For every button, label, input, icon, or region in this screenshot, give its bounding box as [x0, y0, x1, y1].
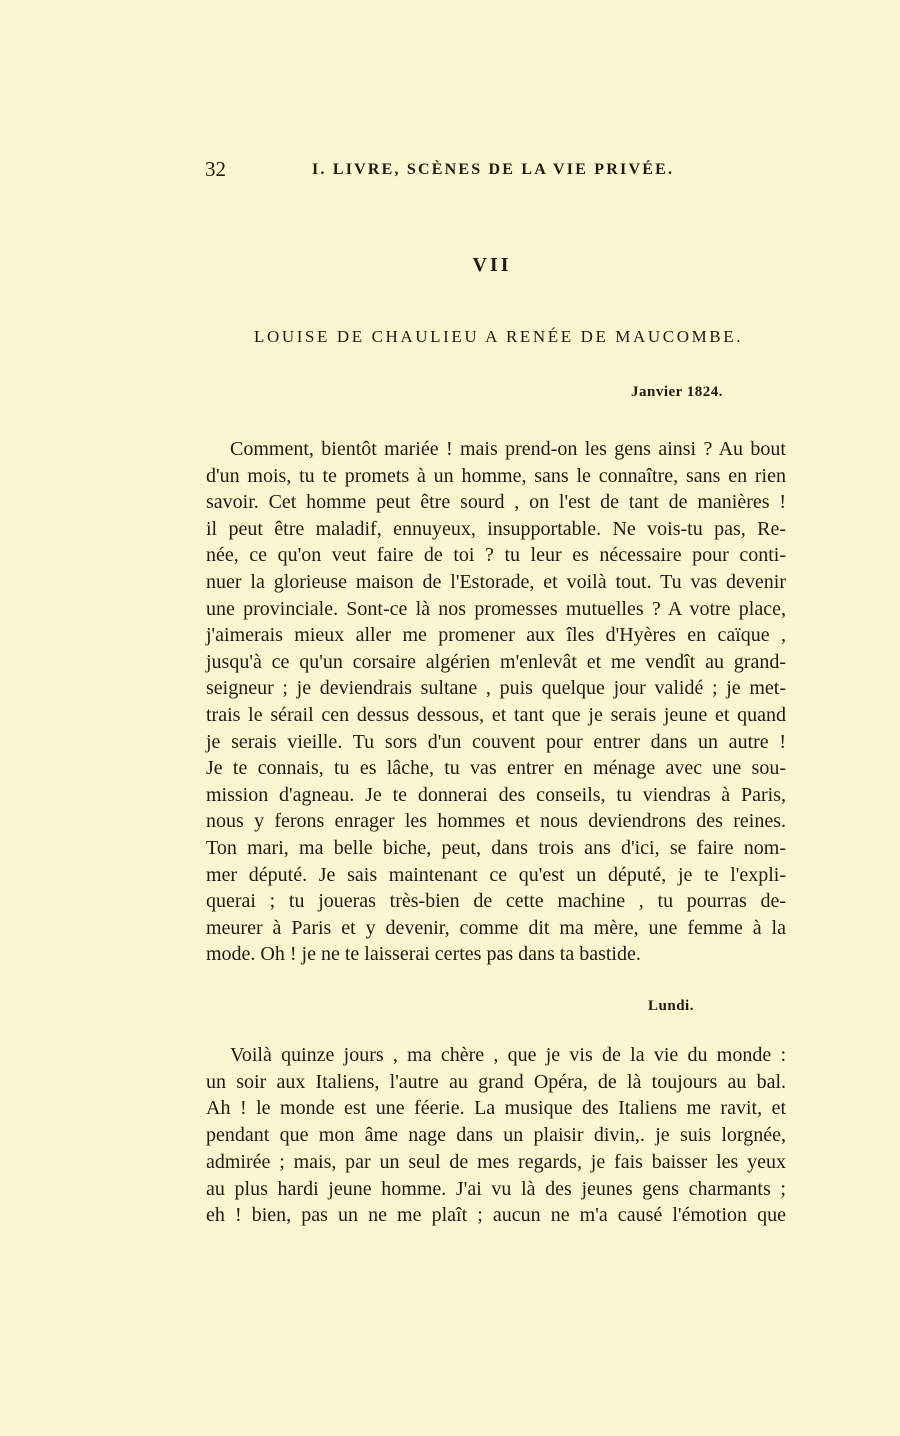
text-line: Ah ! le monde est une féerie. La musique des Italiens me ravit, et: [206, 1097, 786, 1120]
text-line: meurer à Paris et y devenir, comme dit ma mère, une femme à la: [206, 916, 786, 939]
text-line: pendant que mon âme nage dans un plaisir divin,. je suis lorgnée,: [206, 1124, 786, 1147]
text-line: mer député. Je sais maintenant ce qu'est un député, je te l'expli-: [206, 863, 786, 886]
text-line: mode. Oh ! je ne te laisserai certes pas dans ta bastide.: [206, 943, 641, 966]
running-title: I. LIVRE, SCÈNES DE LA VIE PRIVÉE.: [312, 161, 675, 178]
text-line: savoir. Cet homme peut être sourd , on l'est de tant de manières !: [206, 491, 786, 514]
text-line: querai ; tu joueras très-bien de cette machine , tu pourras de-: [206, 890, 786, 913]
text-line: admirée ; mais, par un seul de mes regards, je fais baisser les yeux: [206, 1150, 786, 1173]
text-line: eh ! bien, pas un ne me plaît ; aucun ne m'a causé l'émotion que: [206, 1204, 786, 1227]
text-line: d'un mois, tu te promets à un homme, sans le connaître, sans en rien: [206, 464, 786, 487]
chapter-number: VII: [472, 254, 512, 276]
text-line: Comment, bientôt mariée ! mais prend-on les gens ainsi ? Au bout: [230, 438, 786, 460]
letter-date: Janvier 1824.: [631, 384, 724, 400]
text-line: je serais vieille. Tu sors d'un couvent pour entrer dans un autre !: [206, 730, 786, 753]
text-line: un soir aux Italiens, l'autre au grand Opéra, de là toujours au bal.: [206, 1070, 786, 1093]
text-line: au plus hardi jeune homme. J'ai vu là des jeunes gens charmants ;: [206, 1177, 786, 1200]
chapter-title: LOUISE DE CHAULIEU A RENÉE DE MAUCOMBE.: [254, 327, 744, 346]
text-line: une provinciale. Sont-ce là nos promesses mutuelles ? A votre place,: [206, 597, 786, 620]
text-line: Je te connais, tu es lâche, tu vas entrer en ménage avec une sou-: [206, 757, 786, 780]
text-line: Ton mari, ma belle biche, peut, dans trois ans d'ici, se faire nom-: [206, 837, 786, 859]
text-line: Voilà quinze jours , ma chère , que je vis de la vie du monde :: [230, 1044, 786, 1066]
text-line: j'aimerais mieux aller me promener aux îles d'Hyères en caïque ,: [206, 624, 786, 647]
text-line: née, ce qu'on veut faire de toi ? tu leur es nécessaire pour conti-: [206, 544, 786, 567]
text-line: mission d'agneau. Je te donnerai des conseils, tu viendras à Paris,: [206, 783, 786, 806]
text-line: nuer la glorieuse maison de l'Estorade, et voilà tout. Tu vas devenir: [206, 571, 786, 593]
text-line: nous y ferons enrager les hommes et nous deviendrons des reines.: [206, 810, 786, 833]
text-line: jusqu'à ce qu'un corsaire algérien m'enlevât et me vendît au grand-: [206, 650, 786, 673]
page-number: 32: [205, 157, 226, 181]
text-line: il peut être maladif, ennuyeux, insupportable. Ne vois-tu pas, Re-: [206, 517, 786, 540]
text-line: trais le sérail cen dessus dessous, et tant que je serais jeune et quand: [206, 704, 786, 726]
letter-date: Lundi.: [648, 998, 694, 1014]
text-line: seigneur ; je deviendrais sultane , puis quelque jour validé ; je met-: [206, 677, 786, 700]
